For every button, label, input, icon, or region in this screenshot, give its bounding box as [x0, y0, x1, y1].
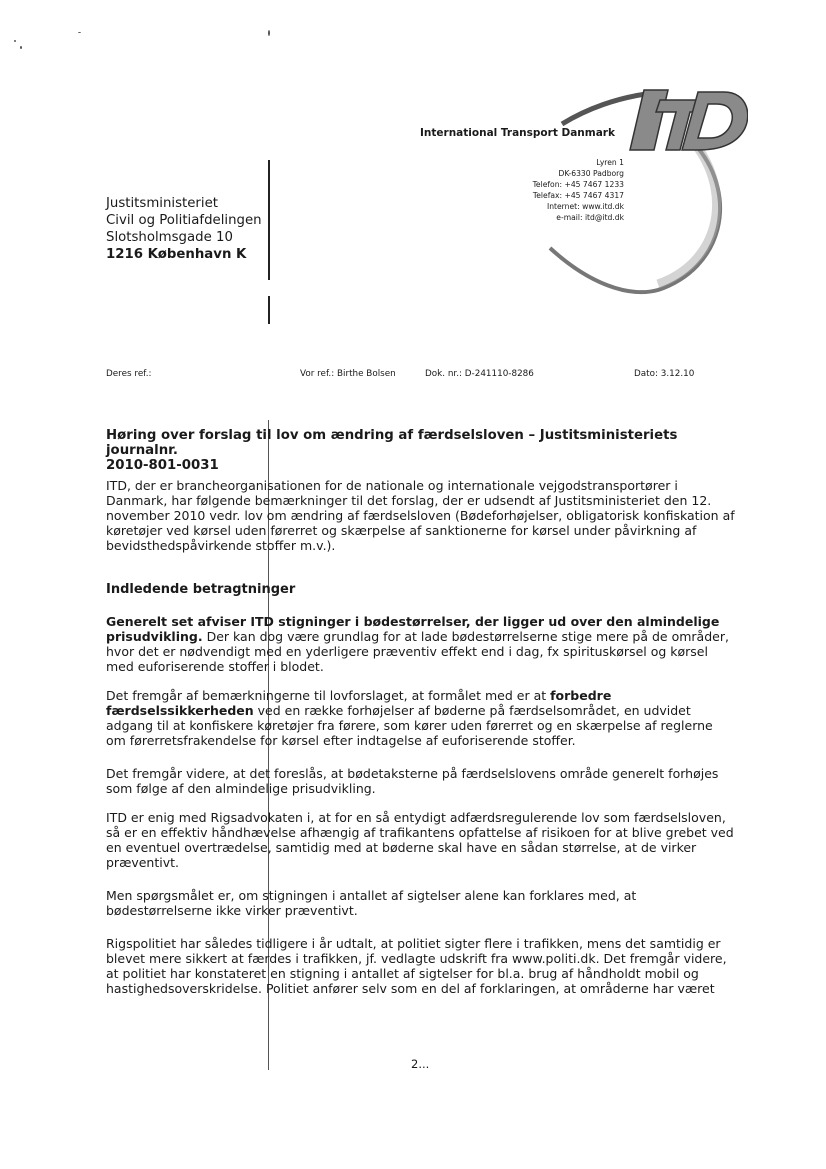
- org-name: International Transport Danmark: [420, 127, 615, 139]
- paragraph: Det fremgår videre, at det foreslås, at bødetaksterne på færdselslovens område generelt forhøjes som følge af den almindelige prisudvikling.: [106, 766, 719, 796]
- contact-internet: Internet: www.itd.dk: [546, 202, 624, 211]
- paragraph: ITD er enig med Rigsadvokaten i, at for en så entydigt adfærdsregulerende lov som færdselsloven, så er en effektiv håndhævelse afhængig af trafikantens opfattelse af risikoen for at blive grebet ved en eventuel overtrædelse, samtidig med at bøderne skal have en sådan størrelse, at de virker præventivt.: [106, 810, 734, 870]
- contact-phone: Telefon: +45 7467 1233: [532, 180, 624, 189]
- page-number: 2...: [411, 1057, 430, 1071]
- paragraph-text: ved en række forhøjelser af bøderne på færdselsområdet, en udvidet adgang til at konfiskere køretøjer fra førere, som kører uden førerret og en skærpelse af reglerne om førerretsfrakendelse for kørsel efter indtagelse af euforiserende stoffer.: [106, 703, 713, 748]
- section-heading: Indledende betragtninger: [106, 582, 296, 597]
- scan-speck: [20, 46, 22, 49]
- contact-fax: Telefax: +45 7467 4317: [532, 191, 624, 200]
- paragraph-text: Der kan dog være grundlag for at lade bødestørrelserne stige mere på de områder, hvor det er nødvendigt med en yderligere præventiv effekt end i dag, fx spirituskørsel og kørsel med euforiserende stoffer i blodet.: [106, 629, 729, 674]
- contact-address: Lyren 1: [596, 158, 624, 167]
- paragraph: Men spørgsmålet er, om stigningen i antallet af sigtelser alene kan forklares med, at bødestørrelserne ikke virker præventivt.: [106, 888, 637, 918]
- recipient-line: Civil og Politiafdelingen: [106, 213, 262, 228]
- contact-postcode: DK-6330 Padborg: [558, 169, 624, 178]
- scan-artifact-line: [268, 296, 270, 324]
- contact-block: [498, 157, 624, 223]
- bold-term: forbedre færdselssikkerheden: [106, 688, 612, 718]
- subject-journal-number: 2010-801-0031: [106, 458, 219, 473]
- paragraph: [106, 614, 736, 674]
- recipient-city: 1216 København K: [106, 247, 247, 262]
- scan-artifact-line: [268, 160, 270, 280]
- vor-ref: Vor ref.: Birthe Bolsen: [300, 369, 396, 379]
- letter-date: Dato: 3.12.10: [634, 369, 695, 379]
- scan-speck: [78, 32, 81, 33]
- paragraph: ITD, der er brancheorganisationen for de nationale og internationale vejgodstransportører i Danmark, har følgende bemærkninger til det forslag, der er udsendt af Justitsministeriet den 12. november 2010 vedr. lov om ændring af færdselsloven (Bødeforhøjelser, obligatorisk konfiskation af køretøjer ved kørsel uden førerret og skærpelse af sanktionerne for kørsel under påvirkning af bevidsthedspåvirkende stoffer m.v.).: [106, 478, 735, 553]
- scan-speck: [268, 30, 270, 36]
- scan-speck: [14, 40, 16, 42]
- bold-statement: Generelt set afviser ITD stigninger i bødestørrelser, der ligger ud over den almindelige prisudvikling.: [106, 614, 720, 644]
- recipient-address: [106, 195, 262, 263]
- paragraph: Rigspolitiet har således tidligere i år udtalt, at politiet sigter flere i trafikken, mens det samtidig er blevet mere sikkert at færdes i trafikken, jf. vedlagte udskrift fra www.politi.dk. Det fremgår videre, at politiet har konstateret en stigning i antallet af sigtelser for bl.a. brug af håndholdt mobil og hastighedsoverskridelse. Politiet anfører selv som en del af forklaringen, at områderne har været: [106, 936, 727, 996]
- deres-ref: Deres ref.:: [106, 369, 152, 379]
- dok-nr: Dok. nr.: D-241110-8286: [425, 369, 534, 379]
- contact-email: e-mail: itd@itd.dk: [556, 213, 624, 222]
- paragraph-text: Det fremgår af bemærkningerne til lovforslaget, at formålet med er at: [106, 688, 551, 703]
- subject-line: Høring over forslag til lov om ændring af færdselsloven – Justitsministeriets journalnr.: [106, 428, 678, 458]
- paragraph: [106, 688, 736, 748]
- recipient-line: Slotsholmsgade 10: [106, 230, 233, 245]
- subject-heading: [106, 428, 746, 473]
- recipient-line: Justitsministeriet: [106, 196, 218, 211]
